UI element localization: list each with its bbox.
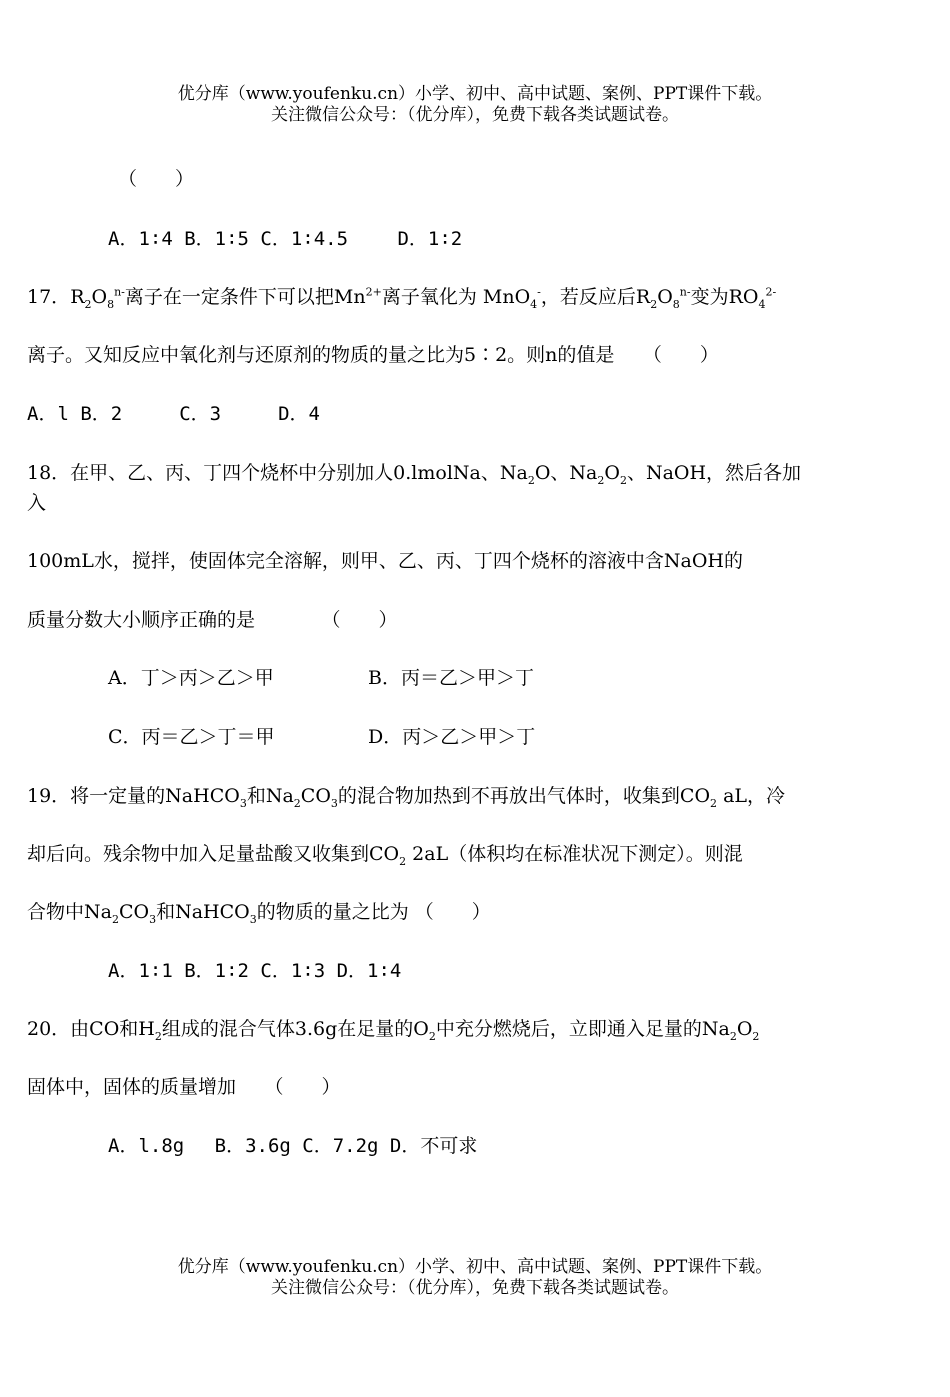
q16-bracket: （ ） [118,168,195,190]
q20-line-2: 固体中，固体的质量增加 （ ） [27,1076,341,1098]
q18-line-1: 18．在甲、乙、丙、丁四个烧杯中分别加人0.lmolNa、$Na_2O$、$Na_2O_2$、NaOH，然后各加 [27,462,802,487]
q19-line-2: 却后向。残余物中加入足量盐酸又收集到$CO_2$ 2aL（体积均在标准状况下测定）。则混 [27,843,743,868]
page-footer [0,1257,950,1299]
q18-option-b: B．丙＝乙＞甲＞丁 [368,667,534,689]
q18-line-1-wrap: 入 [27,492,47,514]
header-line-1: 优分库（www.youfenku.cn）小学、初中、高中试题、案例、PPT课件下载。 [177,84,773,104]
q18-option-a: A．丁＞丙＞乙＞甲 [108,667,274,689]
q16-options: A．1∶4 B．1∶5 C．1∶4.5 D．1∶2 [108,228,463,250]
q20-line-1: 20．由CO和$H_2$组成的混合气体3.6g在足量的$O_2$中充分燃烧后，立即通入足量的$Na_2O_2$ [27,1018,760,1043]
q20-options: A．l.8g B．3.6g C．7.2g D．不可求 [108,1135,478,1157]
header-line-2: 关注微信公众号：（优分库），免费下载各类试题试卷。 [271,105,679,125]
q19-line-1: 19．将一定量的NaHCO$_3$和$Na_2CO_3$的混合物加热到不再放出气体时，收集到$CO_2$ aL，冷 [27,785,786,810]
q17-number: 17． [27,286,71,308]
q17-line-2: 离子。又知反应中氧化剂与还原剂的物质的量之比为5∶2。则n的值是 （ ） [27,344,719,366]
page-header [0,84,950,126]
footer-line-1: 优分库（www.youfenku.cn）小学、初中、高中试题、案例、PPT课件下载。 [177,1257,773,1277]
q17-options: A．l B．2 C．3 D．4 [27,403,320,425]
q19-options: A．1∶1 B．1∶2 C．1∶3 D．1∶4 [108,960,402,982]
q17-line-1: 17．$R_2O_8^{n-}$离子在一定条件下可以把$Mn^{2+}$离子氧化为 MnO$_4$-，若反应后$R_2O_8^{n-}$变为$RO_4^{2-}$ [27,285,777,311]
q19-line-3: 合物中$Na_2CO_3$和NaHCO$_3$的物质的量之比为 （ ） [27,901,491,926]
q18-option-c: C．丙＝乙＞丁＝甲 [108,726,275,748]
footer-line-2: 关注微信公众号：（优分库），免费下载各类试题试卷。 [271,1278,679,1298]
q18-line-3: 质量分数大小顺序正确的是 （ ） [27,609,398,631]
q18-option-d: D．丙＞乙＞甲＞丁 [368,726,536,748]
q18-line-2: 100mL水，搅拌，使固体完全溶解，则甲、乙、丙、丁四个烧杯的溶液中含NaOH的 [27,550,743,572]
